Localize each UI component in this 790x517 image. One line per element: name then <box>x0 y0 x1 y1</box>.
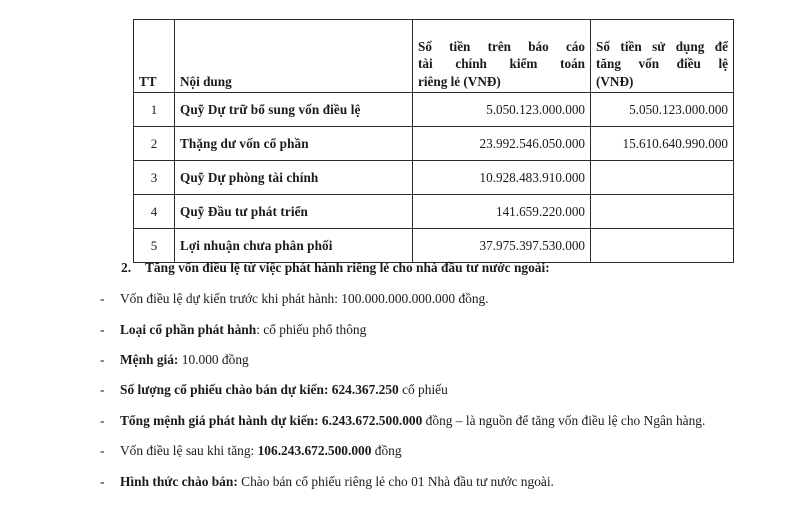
cell-noi-dung: Quỹ Dự phòng tài chính <box>175 161 413 195</box>
column-header-line-3: (VNĐ) <box>596 73 634 89</box>
table-body <box>134 93 734 263</box>
list-item-value-strong: 624.367.250 <box>328 382 399 398</box>
column-header-line-1: Số tiền trên báo cáo <box>418 38 585 54</box>
column-header-line-2: tài chính kiểm toán <box>418 56 585 72</box>
list-item-value-strong: 106.243.672.500.000 <box>254 443 372 459</box>
cell-so-tien-bao-cao: 141.659.220.000 <box>413 195 591 229</box>
column-header-noi-dung: Nội dung <box>175 20 413 93</box>
list-item-label: Mệnh giá: <box>120 351 179 367</box>
table-row <box>134 195 734 229</box>
cell-so-tien-su-dung: 15.610.640.990.000 <box>591 127 734 161</box>
dash-bullet-icon: - <box>100 443 105 459</box>
dash-bullet-icon: - <box>100 321 105 337</box>
cell-tt: 1 <box>134 93 175 127</box>
dash-bullet-icon: - <box>100 473 105 489</box>
cell-noi-dung: Quỹ Dự trữ bổ sung vốn điều lệ <box>175 93 413 127</box>
table-row <box>134 127 734 161</box>
column-header-tt: TT <box>134 20 175 93</box>
list-item-label: Tổng mệnh giá phát hành dự kiến: <box>120 412 319 428</box>
financial-table <box>133 19 734 263</box>
list-item <box>0 411 790 430</box>
cell-noi-dung: Lợi nhuận chưa phân phối <box>175 229 413 263</box>
cell-noi-dung: Thặng dư vốn cổ phần <box>175 127 413 161</box>
list-item <box>0 289 790 308</box>
column-header-so-tien-bao-cao <box>413 20 591 93</box>
column-header-so-tien-su-dung <box>591 20 734 93</box>
section-heading <box>0 252 790 278</box>
table-header <box>134 20 734 93</box>
cell-so-tien-bao-cao: 5.050.123.000.000 <box>413 93 591 127</box>
list-item <box>0 350 790 369</box>
list-item <box>0 320 790 339</box>
list-item-value: 10.000 đồng <box>178 351 249 367</box>
list-item-label: Vốn điều lệ dự kiến trước khi phát hành: <box>120 291 338 307</box>
section-body <box>0 252 790 491</box>
dash-bullet-icon: - <box>100 382 105 398</box>
section-heading-text: Tăng vốn điều lệ từ việc phát hành riêng lẻ cho nhà đầu tư nước ngoài: <box>145 260 550 275</box>
list-item-value: đồng <box>371 443 402 459</box>
cell-so-tien-bao-cao: 23.992.546.050.000 <box>413 127 591 161</box>
section-number: 2. <box>121 260 132 275</box>
list-item-value: đồng – là nguồn để tăng vốn điều lệ cho Ngân hàng. <box>422 412 706 428</box>
list-item <box>0 441 790 460</box>
table-header-row <box>134 20 734 93</box>
list-item-value: : cổ phiếu phổ thông <box>256 321 367 337</box>
table-row <box>134 161 734 195</box>
dash-bullet-icon: - <box>100 412 105 428</box>
list-item-value: Chào bán cổ phiếu riêng lẻ cho 01 Nhà đầu tư nước ngoài. <box>237 473 554 489</box>
list-item-value: 100.000.000.000.000 đồng. <box>337 291 489 307</box>
cell-noi-dung: Quỹ Đầu tư phát triển <box>175 195 413 229</box>
cell-tt: 2 <box>134 127 175 161</box>
cell-so-tien-bao-cao: 37.975.397.530.000 <box>413 229 591 263</box>
cell-tt: 4 <box>134 195 175 229</box>
cell-tt: 3 <box>134 161 175 195</box>
bullet-list <box>0 289 790 491</box>
financial-table-container <box>133 19 733 263</box>
dash-bullet-icon: - <box>100 351 105 367</box>
cell-tt: 5 <box>134 229 175 263</box>
table-row <box>134 93 734 127</box>
list-item-label: Số lượng cổ phiếu chào bán dự kiến: <box>120 382 329 398</box>
list-item <box>0 380 790 399</box>
list-item-value-strong: 6.243.672.500.000 <box>318 412 423 428</box>
column-header-line-2: tăng vốn điều lệ <box>596 56 728 72</box>
column-header-line-3: riêng lẻ (VNĐ) <box>418 73 501 89</box>
list-item <box>0 472 790 491</box>
list-item-label: Vốn điều lệ sau khi tăng: <box>120 443 255 459</box>
list-item-label: Loại cổ phần phát hành <box>120 321 257 337</box>
cell-so-tien-su-dung: 5.050.123.000.000 <box>591 93 734 127</box>
list-item-label: Hình thức chào bán: <box>120 473 238 489</box>
cell-so-tien-bao-cao: 10.928.483.910.000 <box>413 161 591 195</box>
list-item-value: cổ phiếu <box>398 382 448 398</box>
cell-so-tien-su-dung <box>591 161 734 195</box>
cell-so-tien-su-dung <box>591 195 734 229</box>
column-header-line-1: Số tiền sử dụng để <box>596 38 728 54</box>
dash-bullet-icon: - <box>100 291 105 307</box>
